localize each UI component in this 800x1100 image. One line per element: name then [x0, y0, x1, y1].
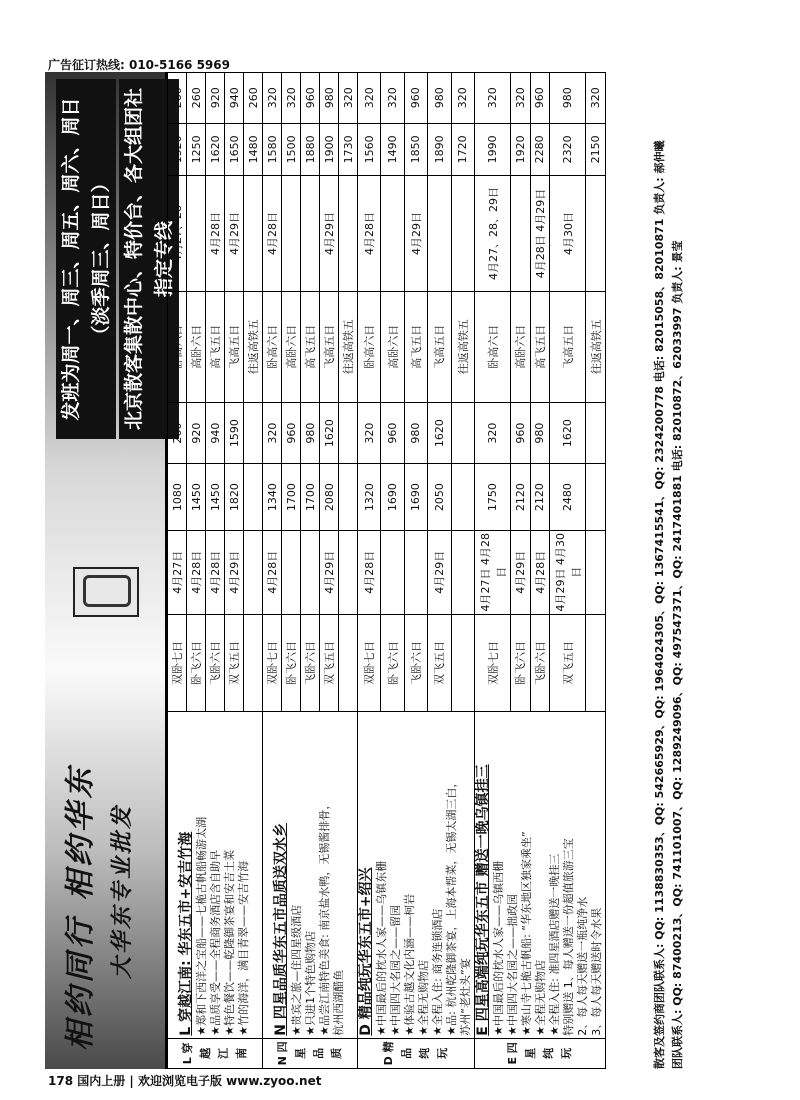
rail-trip-type: 高卧六日 — [511, 291, 531, 402]
rail-trip-type: 往返高铁五 — [244, 291, 263, 402]
rail-adult-price: 1580 — [263, 123, 282, 176]
rail-child-price: 920 — [206, 73, 225, 124]
banner-slogan — [53, 79, 182, 439]
rail-trip-type: 高飞五日 — [301, 291, 320, 402]
rail-departure-date — [511, 176, 531, 292]
rail-departure-date: 4月27、28 — [168, 176, 187, 292]
route-feature: ★全程无购物店 — [534, 959, 547, 1036]
trip-type: 卧飞六日 — [187, 614, 206, 712]
rail-trip-type: 飞高五日 — [320, 291, 339, 402]
contact-line-2: 团队联系人: QQ: 87400213、QQ: 741101007、QQ: 1289249096、QQ: 497547371、QQ: 2417401881 电话: 82010872、62033997 负责人: 景莹 — [671, 240, 684, 1069]
rail-child-price: 320 — [263, 73, 282, 124]
rail-trip-type: 卧高六日 — [358, 291, 381, 402]
route-row — [358, 73, 381, 1069]
child-price: 1620 — [550, 402, 586, 464]
route-title: L 穿越江南: 华东五市+安吉竹海 — [178, 831, 194, 1036]
adult-price: 1450 — [187, 464, 206, 530]
rail-adult-price: 1490 — [381, 123, 404, 176]
route-feature: 杭州西湖醋鱼 — [332, 969, 345, 1036]
rail-adult-price: 2280 — [530, 123, 550, 176]
rail-departure-date: 4月29日 — [225, 176, 244, 292]
departure-date: 4月28日 — [358, 530, 381, 614]
rail-child-price: 320 — [358, 73, 381, 124]
route-letter: N 四 星 品 质 — [263, 1038, 358, 1068]
rail-adult-price: 1500 — [282, 123, 301, 176]
child-price: 320 — [358, 402, 381, 464]
rail-departure-date: 4月29日 — [320, 176, 339, 292]
departure-date — [301, 530, 320, 614]
departure-date — [451, 530, 474, 614]
rail-departure-date — [301, 176, 320, 292]
route-title: N 四星品质华东五市品质送双水乡 — [273, 823, 289, 1036]
route-description — [475, 712, 606, 1038]
rail-departure-date — [451, 176, 474, 292]
rail-child-price: 960 — [404, 73, 427, 124]
adult-price — [451, 464, 474, 530]
route-title: E 四星高端纯玩华东五市 赠送一晚乌镇挂三 — [475, 764, 491, 1036]
child-price: 320 — [475, 402, 511, 464]
child-price: 980 — [404, 402, 427, 464]
rail-departure-date — [381, 176, 404, 292]
departure-date: 4月28日 — [187, 530, 206, 614]
rail-departure-date: 4月28日 — [358, 176, 381, 292]
adult-price: 1820 — [225, 464, 244, 530]
rail-trip-type: 高卧六日 — [381, 291, 404, 402]
trip-type — [451, 614, 474, 712]
departure-date: 4月28日 — [263, 530, 282, 614]
route-feature: ★竹的海洋，满目青翠——安吉竹海 — [237, 860, 250, 1036]
rotated-content — [45, 72, 751, 1069]
child-price — [586, 402, 606, 464]
route-feature: 苏州“老灶头”宴 — [459, 958, 472, 1036]
trip-type: 飞卧六日 — [206, 614, 225, 712]
trip-type: 双卧七日 — [263, 614, 282, 712]
route-letter: D 精 品 纯 玩 — [358, 1038, 475, 1068]
route-feature: ★郑和下西洋之宝船——七桅古帆船畅游太湖 — [195, 816, 208, 1036]
rail-trip-type: 卧高六日 — [263, 291, 282, 402]
rail-trip-type: 高卧六日 — [282, 291, 301, 402]
rail-child-price: 260 — [187, 73, 206, 124]
rail-adult-price: 1620 — [206, 123, 225, 176]
rail-adult-price: 1850 — [404, 123, 427, 176]
route-title: D 精品纯玩华东五市+绍兴 — [358, 867, 374, 1036]
departure-date: 4月29日 — [428, 530, 451, 614]
adult-price — [586, 464, 606, 530]
trip-type: 双卧七日 — [168, 614, 187, 712]
rail-adult-price: 1730 — [339, 123, 358, 176]
rail-adult-price: 1720 — [451, 123, 474, 176]
route-letter: L 穿 越 江 南 — [168, 1038, 263, 1068]
route-feature: ★品尝江南特色美食: 南京盐水鸭，无锡酱排骨， — [318, 798, 331, 1036]
rail-departure-date — [187, 176, 206, 292]
adult-price: 1690 — [381, 464, 404, 530]
rail-trip-type: 高飞五日 — [530, 291, 550, 402]
rail-trip-type: 飞高五日 — [225, 291, 244, 402]
route-row — [168, 73, 187, 1069]
adult-price: 2480 — [550, 464, 586, 530]
trip-type: 双飞五日 — [225, 614, 244, 712]
rail-adult-price: 2150 — [586, 123, 606, 176]
adult-price: 1320 — [358, 464, 381, 530]
route-feature: 特别赠送 1、每人赠送一份超值旅游三宝 — [562, 838, 575, 1036]
adult-price: 1700 — [282, 464, 301, 530]
rail-adult-price: 1990 — [475, 123, 511, 176]
company-logo-icon — [73, 567, 139, 617]
route-row — [475, 73, 511, 1069]
slogan-line-1: 发班为周一、周三、周五、周六、周日（淡季周三、周日） — [56, 79, 116, 439]
departure-date: 4月29日 — [225, 530, 244, 614]
trip-type — [339, 614, 358, 712]
trip-type: 双飞五日 — [320, 614, 339, 712]
rail-trip-type: 高飞五日 — [206, 291, 225, 402]
banner-calligraphy-1: 相约同行 相约华东 — [63, 764, 98, 1051]
trip-type: 双卧七日 — [475, 614, 511, 712]
adult-price: 2120 — [530, 464, 550, 530]
rail-departure-date: 4月30日 — [550, 176, 586, 292]
rail-child-price: 260 — [168, 73, 187, 124]
departure-date — [586, 530, 606, 614]
child-price: 960 — [381, 402, 404, 464]
route-feature: ★全程无购物店 — [417, 959, 430, 1036]
contacts — [651, 72, 687, 1069]
child-price: 1620 — [428, 402, 451, 464]
route-feature: ★中国四大名园之——拙政园 — [506, 893, 519, 1036]
child-price: 920 — [187, 402, 206, 464]
departure-date: 4月28日 — [530, 530, 550, 614]
rail-adult-price: 1480 — [244, 123, 263, 176]
trip-type: 双飞五日 — [428, 614, 451, 712]
rail-departure-date — [244, 176, 263, 292]
rail-trip-type: 飞高五日 — [428, 291, 451, 402]
route-feature: 2、每人每天赠送一瓶纯净水 — [576, 896, 589, 1036]
banner — [45, 72, 175, 1069]
rail-departure-date — [586, 176, 606, 292]
page-footer: 178 国内上册 | 欢迎浏览电子版 www.zyoo.net — [48, 1074, 322, 1088]
child-price: 940 — [206, 402, 225, 464]
rail-departure-date: 4月28日 — [263, 176, 282, 292]
rail-adult-price: 1250 — [187, 123, 206, 176]
rail-adult-price: 1920 — [511, 123, 531, 176]
rail-adult-price: 2320 — [550, 123, 586, 176]
rail-child-price: 320 — [381, 73, 404, 124]
rail-child-price: 980 — [320, 73, 339, 124]
rail-trip-type: 往返高铁五 — [339, 291, 358, 402]
departure-date: 4月27日 — [168, 530, 187, 614]
child-price: 980 — [530, 402, 550, 464]
rail-child-price: 980 — [550, 73, 586, 124]
adult-price — [339, 464, 358, 530]
rail-child-price: 320 — [339, 73, 358, 124]
child-price — [339, 402, 358, 464]
rail-trip-type: 高卧六日 — [187, 291, 206, 402]
route-feature: ★中国最后的枕水人家——乌镇西栅 — [492, 860, 505, 1036]
rail-departure-date: 4月28日 4月29日 — [530, 176, 550, 292]
rail-child-price: 980 — [428, 73, 451, 124]
route-row — [263, 73, 282, 1069]
slogan-line-2: 北京散客集散中心、特价台、各大组团社指定专线 — [119, 79, 179, 439]
rail-trip-type: 卧高六日 — [475, 291, 511, 402]
contact-line-1: 散客及签约商团队联系人: QQ: 1138830353、QQ: 542665929、QQ: 1964024305、QQ: 1367415541、QQ: 2324200778 电话: 82015058、82010871 负责人: 郝仲曦 — [653, 140, 666, 1069]
rail-adult-price: 1890 — [428, 123, 451, 176]
child-price — [451, 402, 474, 464]
adult-price: 2080 — [320, 464, 339, 530]
route-feature: ★特色餐饮——乾隆御茶宴和安吉土菜 — [223, 849, 236, 1036]
rail-trip-type: 卧高六日 — [168, 291, 187, 402]
route-description — [168, 712, 263, 1038]
departure-date — [339, 530, 358, 614]
child-price: 260 — [168, 402, 187, 464]
route-feature: ★贵宾之旅—住四星级酒店 — [290, 904, 303, 1036]
adult-price: 1450 — [206, 464, 225, 530]
rail-departure-date: 4月28日 — [206, 176, 225, 292]
child-price: 1620 — [320, 402, 339, 464]
rail-child-price: 320 — [511, 73, 531, 124]
rail-child-price: 940 — [225, 73, 244, 124]
rail-child-price: 960 — [530, 73, 550, 124]
departure-date — [244, 530, 263, 614]
route-letter: E 四 星 纯 玩 — [475, 1038, 606, 1068]
route-description — [263, 712, 358, 1038]
adult-price: 2120 — [511, 464, 531, 530]
child-price — [244, 402, 263, 464]
adult-price — [244, 464, 263, 530]
departure-date — [404, 530, 427, 614]
rail-child-price: 320 — [475, 73, 511, 124]
route-description — [358, 712, 475, 1038]
rotated-page — [45, 72, 751, 1069]
adult-price: 1750 — [475, 464, 511, 530]
rail-child-price: 320 — [282, 73, 301, 124]
banner-calligraphy-2: 大华东专业批发 — [109, 803, 135, 979]
departure-date — [282, 530, 301, 614]
adult-price: 2050 — [428, 464, 451, 530]
child-price: 1590 — [225, 402, 244, 464]
child-price: 960 — [511, 402, 531, 464]
trip-type: 卧飞六日 — [511, 614, 531, 712]
adult-price: 1080 — [168, 464, 187, 530]
adult-price: 1340 — [263, 464, 282, 530]
child-price: 320 — [263, 402, 282, 464]
ad-hotline: 广告征订热线: 010-5166 5969 — [48, 58, 230, 72]
route-feature: ★寒山寺七桅古帆船: “华东地区独家乘坐” — [520, 831, 533, 1036]
rail-departure-date — [428, 176, 451, 292]
rail-child-price: 320 — [586, 73, 606, 124]
adult-price: 1690 — [404, 464, 427, 530]
rail-trip-type: 往返高铁五 — [451, 291, 474, 402]
trip-type — [244, 614, 263, 712]
route-feature: ★中国四大名园之——留园 — [389, 904, 402, 1036]
rail-trip-type: 往返高铁五 — [586, 291, 606, 402]
trip-type — [586, 614, 606, 712]
rail-adult-price: 1900 — [320, 123, 339, 176]
route-feature: ★体验古越文化内涵——柯岩 — [403, 893, 416, 1036]
departure-date — [381, 530, 404, 614]
rail-adult-price: 1880 — [301, 123, 320, 176]
route-feature: ★只进1个特色购物店 — [304, 930, 317, 1036]
rail-child-price: 260 — [244, 73, 263, 124]
trip-type: 卧飞六日 — [282, 614, 301, 712]
departure-date: 4月29日 — [511, 530, 531, 614]
rail-departure-date — [339, 176, 358, 292]
rail-departure-date: 4月27、28、29日 — [475, 176, 511, 292]
trip-type: 双飞五日 — [550, 614, 586, 712]
route-feature: ★全程入住: 准四星酒店赠送一晚挂三 — [548, 853, 561, 1036]
child-price: 980 — [301, 402, 320, 464]
rail-adult-price: 1650 — [225, 123, 244, 176]
route-feature: ★品质享受——全程商务酒店含自助早 — [209, 849, 222, 1036]
rail-trip-type: 高飞五日 — [404, 291, 427, 402]
adult-price: 1700 — [301, 464, 320, 530]
rail-departure-date: 4月29日 — [404, 176, 427, 292]
departure-date: 4月27日 4月28日 — [475, 530, 511, 614]
departure-date: 4月29日 — [320, 530, 339, 614]
rail-trip-type: 飞高五日 — [550, 291, 586, 402]
child-price: 960 — [282, 402, 301, 464]
routes-table — [167, 72, 606, 1069]
departure-date: 4月28日 — [206, 530, 225, 614]
rail-child-price: 320 — [451, 73, 474, 124]
rail-child-price: 960 — [301, 73, 320, 124]
departure-date: 4月29日 4月30日 — [550, 530, 586, 614]
trip-type: 飞卧六日 — [301, 614, 320, 712]
trip-type: 双卧七日 — [358, 614, 381, 712]
trip-type: 卧飞六日 — [381, 614, 404, 712]
trip-type: 飞卧六日 — [530, 614, 550, 712]
rail-departure-date — [282, 176, 301, 292]
route-feature: 3、每人每天赠送时令水果 — [590, 907, 603, 1036]
rail-adult-price: 1560 — [358, 123, 381, 176]
route-feature: ★品: 杭州乾隆御茶宴，上海本帮菜，无锡太湖三白， — [445, 776, 458, 1036]
route-feature: ★中国最后的枕水人家——乌镇东栅 — [375, 860, 388, 1036]
route-feature: ★全程入住: 商务连锁酒店 — [431, 908, 444, 1036]
rail-adult-price: 1320 — [168, 123, 187, 176]
trip-type: 飞卧六日 — [404, 614, 427, 712]
